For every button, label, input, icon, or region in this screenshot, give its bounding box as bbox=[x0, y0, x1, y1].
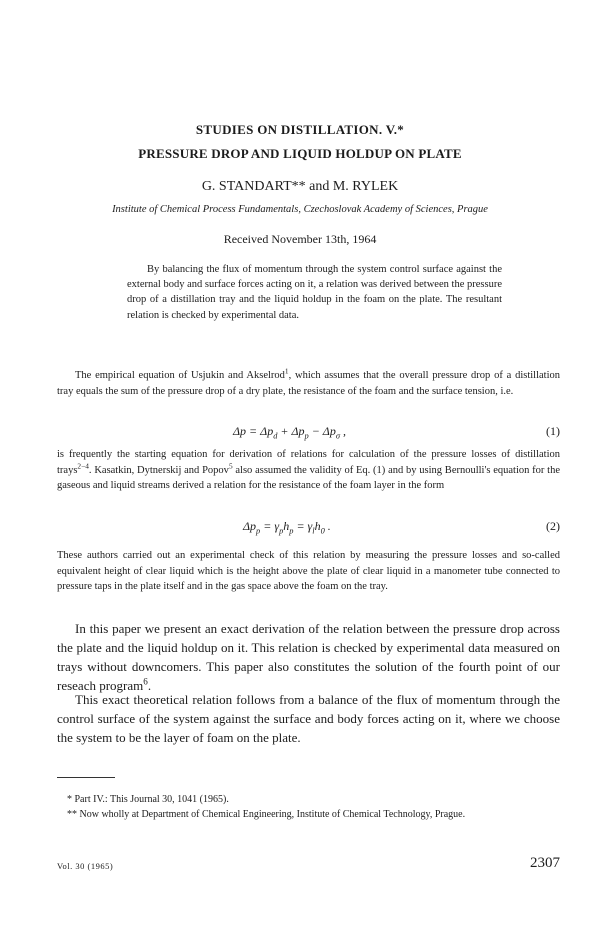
footnote-divider bbox=[57, 777, 115, 778]
p4-text: In this paper we present an exact derivation of the relation between the pressure drop across the plate and the liquid holdup on it. This relation is checked by experimental data measured on trays without downcomers. This paper also constitutes the solution of the fourth point of our reseach program bbox=[57, 621, 560, 693]
p1-text-b: , which assumes that the overall pressure drop of a distillation tray equals the sum of the pressure drop of a dry plate, the resistance of the foam and the surface tension, i.e. bbox=[57, 370, 560, 397]
equation-2-formula: $\Delta p_p = \gamma_ph_p = \gamma_lh_0$ . bbox=[243, 519, 331, 536]
authors: G. STANDART** and M. RYLEK bbox=[201, 179, 399, 194]
footnote-2: ** Now wholly at Department of Chemical Engineering, Institute of Chemical Technology, Prague. bbox=[67, 809, 466, 820]
footnote-1: * Part IV.: This Journal 30, 1041 (1965). bbox=[67, 794, 229, 805]
intro-paragraph-3 bbox=[57, 548, 560, 595]
volume-label: Vol. 30 (1965) bbox=[57, 861, 114, 871]
p3-text: These authors carried out an experimental check of this relation by measuring the pressure losses and so-called equivalent height of clear liquid which is the height above the plate of clear liquid in a manometer tube connected to pressure taps in the plate itself and in the gas space above the foam on the tray. bbox=[57, 550, 560, 592]
ref-6: 6 bbox=[143, 676, 148, 687]
body-paragraph-2 bbox=[57, 690, 560, 747]
equation-1 bbox=[57, 424, 560, 442]
equation-2-number: (2) bbox=[546, 519, 560, 533]
received-date: Received November 13th, 1964 bbox=[223, 232, 377, 246]
ref-5: 5 bbox=[228, 461, 233, 470]
p5-text: This exact theoretical relation follows from a balance of the flux of momentum through the control surface of the system against the surface and body forces acting on it, where we choose the system to be the layer of foam on the plate. bbox=[57, 692, 560, 745]
abstract bbox=[127, 262, 502, 323]
equation-1-number: (1) bbox=[546, 424, 560, 438]
p1-text-a: The empirical equation of Usjukin and Akselrod bbox=[75, 370, 285, 381]
abstract-text: By balancing the flux of momentum through the system control surface against the external body and surface forces acting on it, a relation was derived between the pressure drop of a distillation tray and the liquid holdup in the foam on the plate. The resultant relation is checked by experimental data. bbox=[127, 264, 502, 321]
affiliation: Institute of Chemical Process Fundamentals, Czechoslovak Academy of Sciences, Prague bbox=[112, 204, 488, 215]
p2-text-b: . Kasatkin, Dytnerskij and Popov bbox=[88, 464, 229, 476]
ref-1: 1 bbox=[284, 366, 289, 376]
paper-title-line2: PRESSURE DROP AND LIQUID HOLDUP ON PLATE bbox=[138, 146, 462, 161]
equation-1-formula: $\Delta p = \Delta p_d + \Delta p_p - \Delta p_\sigma$ , bbox=[233, 424, 346, 441]
footnotes bbox=[57, 793, 560, 823]
equation-2 bbox=[57, 519, 560, 537]
page-number: 2307 bbox=[530, 855, 560, 871]
p2-text-c: also assumed the validity of Eq. (1) and by using Bernoulli's equation for the gaseous and liquid streams derived a relation for the resistance of the foam layer in the form bbox=[57, 464, 561, 491]
intro-paragraph-2 bbox=[57, 447, 560, 494]
intro-paragraph-1 bbox=[57, 368, 560, 399]
paper-title-line1: STUDIES ON DISTILLATION. V.* bbox=[195, 122, 405, 137]
p2-text-a: is frequently the starting equation for derivation of relations for calculation of the pressure losses of distillation trays bbox=[57, 449, 560, 476]
ref-2-4: 2−4 bbox=[77, 461, 89, 470]
body-paragraph-1: In this paper we present an exact derivation of the relation between the pressure drop across the plate and the liquid holdup on it. This relation is checked by experimental data measured on trays without downcomers. This paper also constitutes the solution of the fourth point of our reseach program$^6$. bbox=[57, 621, 560, 693]
